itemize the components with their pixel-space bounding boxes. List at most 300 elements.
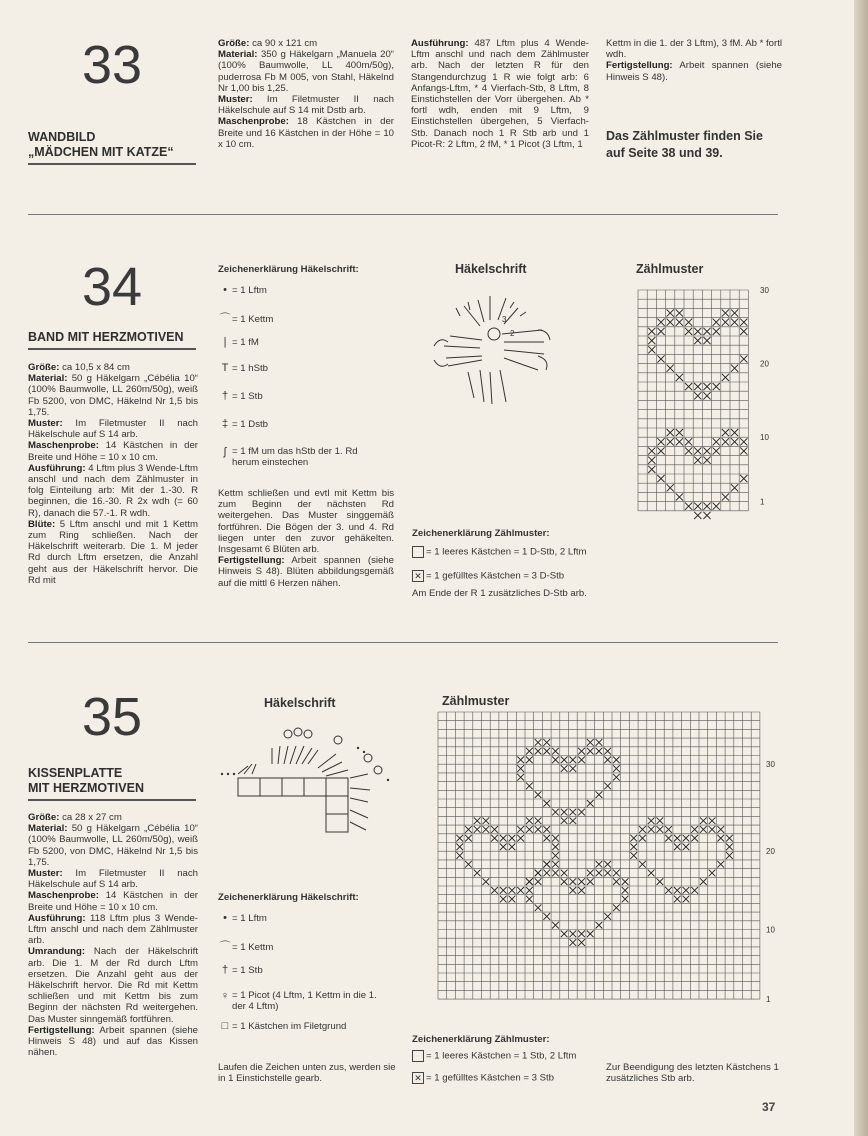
- empty-box-icon: [412, 1050, 424, 1062]
- row-label: 1: [760, 497, 765, 507]
- paragraph-lead: Blüte:: [28, 518, 56, 530]
- paragraph-text: Arbeit spannen (siehe Hinweis S 48). Blüten abbildungsgemäß auf die mittl 6 Herzen nähen.: [218, 555, 394, 589]
- paragraph-text: Arbeit spannen (siehe Hinweis S 48).: [606, 60, 782, 83]
- filled-cell: [543, 748, 550, 755]
- filled-cell: [703, 328, 710, 335]
- paragraph-text: Kettm in die 1. der 3 Lftm), 3 fM. Ab * fortl wdh.: [606, 38, 782, 61]
- kettm-icon: ⌒: [219, 313, 231, 325]
- s34-legend-title: Zeichenerklärung Häkelschrift:: [218, 264, 359, 275]
- filled-cell: [685, 503, 692, 510]
- filled-cell: [726, 852, 733, 859]
- s34-count-chart: [630, 284, 780, 544]
- s33-note: Das Zählmuster finden Sie auf Seite 38 und 39.: [606, 129, 763, 160]
- filled-cell: [740, 447, 747, 454]
- filled-cell: [740, 319, 747, 326]
- row-label: 1: [766, 995, 771, 1005]
- filled-cell: [639, 861, 646, 868]
- filled-cell: [731, 484, 738, 491]
- filled-cell: [713, 383, 720, 390]
- filled-cell: [667, 365, 674, 372]
- filled-cell: [613, 870, 620, 877]
- filled-cell: [665, 826, 672, 833]
- filled-cell: [648, 870, 655, 877]
- filled-cell: [613, 757, 620, 764]
- filled-cell: [526, 896, 533, 903]
- paragraph: [28, 463, 198, 519]
- paragraph-lead: Material:: [28, 373, 68, 385]
- filled-cell: [630, 835, 637, 842]
- filled-cell: [613, 904, 620, 911]
- filled-cell: [509, 844, 516, 851]
- s34-crochet-diagram: [420, 286, 560, 416]
- filled-cell: [674, 896, 681, 903]
- filled-cell: [483, 826, 490, 833]
- filled-cell: [587, 800, 594, 807]
- legend-item-fm-around: ʃ = 1 fM um das hStb der 1. Rd herum einstechen: [218, 446, 398, 468]
- filled-cell: [703, 392, 710, 399]
- filled-cell: [604, 783, 611, 790]
- filled-cell: [691, 887, 698, 894]
- filled-cell: [740, 328, 747, 335]
- s35-count-note: Zur Beendigung des letzten Kästchens 1 zusätzliches Stb arb.: [606, 1062, 779, 1084]
- s34-count-note: Am Ende der R 1 zusätzliches D-Stb arb.: [412, 588, 587, 599]
- filled-cell: [578, 809, 585, 816]
- filled-cell: [726, 844, 733, 851]
- paragraph-lead: Größe:: [218, 38, 250, 49]
- filled-cell: [694, 328, 701, 335]
- paragraph: [606, 38, 782, 60]
- filled-cell: [465, 861, 472, 868]
- s34-count-legend-filled: ✕ = 1 gefülltes Kästchen = 3 D-Stb: [412, 570, 564, 582]
- paragraph: [28, 913, 198, 947]
- filled-cell: [561, 870, 568, 877]
- filled-cell: [587, 748, 594, 755]
- paragraph: [28, 812, 198, 823]
- s34-legend: [218, 284, 398, 468]
- filled-cell: [561, 765, 568, 772]
- s34-chart-title: Zählmuster: [636, 262, 704, 276]
- filled-cell: [552, 870, 559, 877]
- filled-cell: [648, 346, 655, 353]
- filled-cell: [713, 319, 720, 326]
- filled-cell: [526, 887, 533, 894]
- fm-icon: |: [223, 336, 227, 348]
- stb-icon: †: [221, 964, 229, 976]
- paragraph: [218, 49, 394, 94]
- filled-cell: [535, 826, 542, 833]
- paragraph: [28, 362, 198, 373]
- paragraph-text: ca 90 x 121 cm: [249, 38, 318, 49]
- filled-cell: [683, 844, 690, 851]
- legend-item-dstb: ‡ = 1 Dstb: [218, 418, 398, 440]
- filled-cell: [535, 870, 542, 877]
- filled-cell: [648, 328, 655, 335]
- paragraph-lead: Größe:: [28, 812, 60, 823]
- filled-cell: [587, 931, 594, 938]
- s35-col1: [28, 812, 198, 1058]
- filled-cell: [543, 861, 550, 868]
- filled-cell: [703, 503, 710, 510]
- empty-box-icon: [412, 546, 424, 558]
- filled-cell: [604, 870, 611, 877]
- page-number: 37: [762, 1100, 776, 1114]
- filled-cell: [694, 512, 701, 519]
- filled-cell: [700, 826, 707, 833]
- kettm-icon: ⌒: [219, 941, 231, 953]
- paragraph-lead: Muster:: [28, 418, 63, 430]
- filled-cell: [552, 852, 559, 859]
- paragraph-text: ca 28 x 27 cm: [59, 812, 122, 823]
- filled-cell: [648, 826, 655, 833]
- paragraph-text: Im Filetmuster II nach Häkelschule auf S 14 arb.: [28, 418, 198, 441]
- filled-cell: [722, 429, 729, 436]
- filled-cell: [717, 826, 724, 833]
- filled-cell: [552, 861, 559, 868]
- paragraph: [411, 38, 589, 150]
- filled-cell: [657, 817, 664, 824]
- s33-col3: [606, 38, 782, 83]
- filled-cell: [456, 835, 463, 842]
- legend-item-stb: † = 1 Stb: [218, 390, 398, 412]
- paragraph-lead: Material:: [28, 823, 68, 835]
- filled-cell: [500, 896, 507, 903]
- filled-cell: [685, 328, 692, 335]
- filled-cell: [509, 887, 516, 894]
- section-title-34: BAND MIT HERZMOTIVEN: [28, 330, 196, 350]
- filled-cell: [667, 309, 674, 316]
- paragraph-lead: Maschenprobe:: [28, 440, 99, 452]
- paragraph-text: Kettm schließen und evtl mit Kettm bis zum Beginn der nächsten Rd weitergehen. Das Muster singgemäß fortführen. Die Bögen der 3. und 4. Rd liegen unter den zuvor gehäkelten. Insgesamt 6 Blüten arb.: [218, 488, 394, 556]
- legend-item-picot: ♀ = 1 Picot (4 Lftm, 1 Kettm in die 1. der 4 Lftm): [218, 990, 398, 1012]
- paragraph: [218, 488, 394, 555]
- filled-cell: [694, 383, 701, 390]
- filled-cell: [713, 447, 720, 454]
- filled-cell: [694, 457, 701, 464]
- filled-cell: [622, 896, 629, 903]
- legend-item-kettm: ⌒ = 1 Kettm: [218, 310, 398, 332]
- paragraph-text: 14 Kästchen in der Breite und Höhe = 10 x 10 cm.: [28, 440, 198, 463]
- filled-cell: [630, 844, 637, 851]
- filled-cell: [639, 835, 646, 842]
- filled-cell: [709, 817, 716, 824]
- legend-item-filet: □ = 1 Kästchen im Filetgrund: [218, 1020, 398, 1042]
- filled-cell: [526, 748, 533, 755]
- filled-cell: [694, 392, 701, 399]
- filled-cell: [694, 447, 701, 454]
- paragraph-text: ca 10,5 x 84 cm: [59, 362, 130, 373]
- fm-around-icon: ʃ: [223, 446, 227, 458]
- filled-cell: [552, 809, 559, 816]
- filled-cell: [570, 817, 577, 824]
- filled-cell: [526, 783, 533, 790]
- filled-cell: [604, 748, 611, 755]
- filled-cell: [657, 475, 664, 482]
- filled-cell: [691, 826, 698, 833]
- filled-cell: [552, 757, 559, 764]
- filled-cell: [694, 337, 701, 344]
- s35-count-chart: [436, 708, 778, 1014]
- row-label: 30: [766, 760, 775, 770]
- filled-cell: [517, 757, 524, 764]
- paragraph-text: Nach der Häkelschrift arb. Die 1. M der Rd durch Lftm ersetzen. Die Anzahl geht aus der Häkelschrift hervor. Die Rd mit Kettm schließen und mit Kettm bis zum Beginn der nächsten Rd weitergehen. Das Muster sinngemäß fortführen.: [28, 946, 198, 1025]
- filled-cell: [665, 835, 672, 842]
- filled-cell: [491, 826, 498, 833]
- filled-cell: [676, 438, 683, 445]
- filled-cell: [474, 870, 481, 877]
- paragraph: [218, 555, 394, 589]
- paragraph: [28, 868, 198, 890]
- hstb-icon: T: [221, 362, 229, 374]
- s35-legend-title: Zeichenerklärung Häkelschrift:: [218, 892, 359, 903]
- filled-cell: [578, 931, 585, 938]
- paragraph: [28, 519, 198, 586]
- paragraph: [218, 94, 394, 116]
- filled-cell: [703, 447, 710, 454]
- filled-cell: [596, 870, 603, 877]
- paragraph-text: 50 g Häkelgarn „Cébélia 10“ (100% Baumwolle, LL 260m/50g), weiß Fb 5200, von DMC, Häkelnd Nr 1,5 bis 1,75.: [28, 823, 198, 868]
- filled-cell: [676, 429, 683, 436]
- filled-cell: [517, 765, 524, 772]
- paragraph-lead: Fertigstellung:: [218, 555, 285, 567]
- filled-cell: [731, 438, 738, 445]
- lftm-icon: •: [223, 284, 227, 296]
- s35-count-legend-filled: ✕ = 1 gefülltes Kästchen = 3 Stb: [412, 1072, 554, 1084]
- paragraph: [28, 440, 198, 462]
- paragraph-lead: Muster:: [28, 868, 63, 880]
- paragraph-text: 50 g Häkelgarn „Cébélia 10“ (100% Baumwolle, LL 260m/50g), weiß Fb 5200, von DMC, Häkelnd Nr 1,5 bis 1,75.: [28, 373, 198, 418]
- filled-cell: [543, 870, 550, 877]
- divider-2: [28, 642, 778, 643]
- section-number-34: 34: [82, 257, 143, 317]
- filled-cell: [674, 844, 681, 851]
- filled-cell: [703, 457, 710, 464]
- paragraph: [28, 1025, 198, 1059]
- stb-icon: †: [221, 390, 229, 402]
- paragraph-text: 4 Lftm plus 3 Wende-Lftm anschl und nach dem Zählmuster in folg Einteilung arb: Mit der 1.-30. R beginnen, die 16.-30. R 2x wdh (= 60 R), danach die 57.-1. R wdh.: [28, 462, 198, 519]
- filled-cell: [703, 512, 710, 519]
- row-label: 20: [760, 359, 769, 369]
- filled-cell: [713, 328, 720, 335]
- row-label: 20: [766, 847, 775, 857]
- filled-cell: [578, 757, 585, 764]
- filled-cell: [500, 844, 507, 851]
- filled-cell: [526, 757, 533, 764]
- paragraph-lead: Ausführung:: [28, 462, 86, 474]
- filled-cell: [596, 748, 603, 755]
- legend-item-stb: † = 1 Stb: [218, 964, 398, 986]
- filled-cell: [731, 309, 738, 316]
- filled-cell: [622, 887, 629, 894]
- filled-cell: [465, 826, 472, 833]
- legend-item-fm: | = 1 fM: [218, 336, 398, 358]
- paragraph-lead: Ausführung:: [28, 912, 86, 924]
- s34-count-legend-title: Zeichenerklärung Zählmuster:: [412, 528, 550, 539]
- paragraph-text: 350 g Häkelgarn „Manuela 20“ (100% Baumwolle, LL 400m/50g), puderrosa Fb M 005, von Stahl, Häkelnd Nr 1,00 bis 1,25.: [218, 49, 394, 94]
- filled-cell: [717, 835, 724, 842]
- filled-cell: [657, 355, 664, 362]
- filled-cell: [500, 887, 507, 894]
- s35-count-legend-title: Zeichenerklärung Zählmuster:: [412, 1034, 550, 1045]
- filled-cell: [667, 319, 674, 326]
- filled-cell: [613, 878, 620, 885]
- filled-cell: [731, 429, 738, 436]
- paragraph-text: 18 Kästchen in der Breite und 16 Kästchen in der Höhe = 10 x 10 cm.: [218, 116, 394, 150]
- filled-cell: [570, 757, 577, 764]
- paragraph-text: Im Filetmuster II nach Häkelschule auf S 14 arb.: [28, 868, 198, 891]
- filled-cell: [657, 878, 664, 885]
- filled-cell: [552, 844, 559, 851]
- s33-col1: [218, 38, 394, 150]
- filled-cell: [526, 878, 533, 885]
- filled-cell: [713, 438, 720, 445]
- filled-cell: [676, 319, 683, 326]
- filled-cell: [517, 835, 524, 842]
- s33-col2: [411, 38, 589, 150]
- paragraph-lead: Material:: [218, 49, 258, 61]
- filled-cell: [665, 887, 672, 894]
- filled-cell: [483, 878, 490, 885]
- filled-cell: [604, 757, 611, 764]
- picot-icon: ♀: [220, 990, 230, 1002]
- filled-cell: [676, 493, 683, 500]
- filled-cell: [535, 904, 542, 911]
- filled-cell: [543, 800, 550, 807]
- filled-cell: [683, 896, 690, 903]
- filled-cell: [570, 939, 577, 946]
- filled-cell: [509, 896, 516, 903]
- filled-cell: [535, 878, 542, 885]
- paragraph-lead: Größe:: [28, 362, 60, 373]
- page-edge: [854, 0, 868, 1136]
- paragraph: [28, 946, 198, 1024]
- filled-cell: [703, 337, 710, 344]
- filled-cell: [587, 870, 594, 877]
- filled-cell: [717, 861, 724, 868]
- filled-cell: [648, 337, 655, 344]
- filled-cell: [700, 817, 707, 824]
- paragraph-lead: Maschenprobe:: [28, 890, 99, 902]
- paragraph-text: 5 Lftm anschl und mit 1 Kettm zum Ring schließen. Nach der Häkelschrift weiterarb. Die 1. M jeder Rd durch Lftm ersetzen, die Anzahl geht aus der Häkelschrift hervor. Die Rd mit: [28, 518, 198, 586]
- filled-cell: [456, 852, 463, 859]
- filled-cell: [561, 817, 568, 824]
- row-label: 10: [760, 433, 769, 443]
- filled-cell: [709, 870, 716, 877]
- legend-item-lftm: • = 1 Lftm: [218, 912, 398, 934]
- filled-cell: [657, 328, 664, 335]
- grid-lines: [638, 290, 748, 511]
- filled-cell: [570, 887, 577, 894]
- filled-cell: [657, 319, 664, 326]
- paragraph: [28, 890, 198, 912]
- filled-cell: [722, 493, 729, 500]
- filled-cell: [667, 429, 674, 436]
- filled-cell: [700, 878, 707, 885]
- svg-text:3: 3: [502, 315, 507, 324]
- filled-cell: [648, 466, 655, 473]
- filled-cell: [570, 878, 577, 885]
- filled-cell: [722, 438, 729, 445]
- s34-diagram-title: Häkelschrift: [455, 262, 527, 276]
- s34-count-legend-empty: = 1 leeres Kästchen = 1 D-Stb, 2 Lftm: [412, 546, 587, 558]
- row-label: 30: [760, 286, 769, 295]
- filled-cell: [587, 878, 594, 885]
- filled-cell: [667, 438, 674, 445]
- filled-cell: [491, 887, 498, 894]
- filled-cell: [685, 383, 692, 390]
- filled-cell: [648, 817, 655, 824]
- filled-cell: [726, 835, 733, 842]
- s35-count-legend-empty: = 1 leeres Kästchen = 1 Stb, 2 Lftm: [412, 1050, 576, 1062]
- filled-cell: [509, 835, 516, 842]
- divider-1: [28, 214, 778, 215]
- filled-cell: [639, 826, 646, 833]
- filled-cell: [731, 365, 738, 372]
- legend-item-lftm: • = 1 Lftm: [218, 284, 398, 306]
- filled-cell: [561, 809, 568, 816]
- filled-cell: [622, 878, 629, 885]
- filled-cell: [657, 826, 664, 833]
- filled-cell: [552, 922, 559, 929]
- filled-cell: [491, 835, 498, 842]
- filled-cell: [604, 913, 611, 920]
- paragraph-text: Arbeit spannen (siehe Hinweis S 48) und auf das Kissen nähen.: [28, 1024, 198, 1059]
- paragraph-lead: Maschenprobe:: [218, 116, 289, 128]
- s34-col1: [28, 362, 198, 586]
- section-title-35: KISSENPLATTE MIT HERZMOTIVEN: [28, 766, 196, 801]
- filled-cell: [676, 374, 683, 381]
- filled-cell: [740, 355, 747, 362]
- filled-cell: [465, 835, 472, 842]
- filled-cell: [691, 835, 698, 842]
- paragraph: [218, 116, 394, 150]
- filled-cell: [526, 826, 533, 833]
- filled-cell: [570, 809, 577, 816]
- filled-cell: [648, 457, 655, 464]
- filled-cell: [630, 852, 637, 859]
- filled-cell: [596, 922, 603, 929]
- s35-diagram-title: Häkelschrift: [264, 696, 336, 710]
- filled-cell: [578, 878, 585, 885]
- filled-cell: [613, 774, 620, 781]
- section-number-35: 35: [82, 687, 143, 747]
- legend-item-hstb: T = 1 hStb: [218, 362, 398, 384]
- filled-cell: [683, 835, 690, 842]
- paragraph: [218, 38, 394, 49]
- legend-item-kettm: ⌒ = 1 Kettm: [218, 938, 398, 960]
- grid-lines: [438, 712, 760, 999]
- filled-cell: [474, 817, 481, 824]
- filled-cell: [561, 878, 568, 885]
- filled-cell: [667, 484, 674, 491]
- filled-cell: [587, 739, 594, 746]
- filled-cell: [535, 739, 542, 746]
- filled-cell: [535, 748, 542, 755]
- filled-cell: [543, 913, 550, 920]
- filled-cell: [561, 931, 568, 938]
- filled-cell: [517, 887, 524, 894]
- filled-cell: [657, 438, 664, 445]
- filled-cell: [570, 765, 577, 772]
- paragraph-lead: Fertigstellung:: [606, 60, 673, 72]
- filled-cell: [578, 748, 585, 755]
- filled-cell: [535, 791, 542, 798]
- filled-cell: [722, 319, 729, 326]
- filled-cell: [685, 447, 692, 454]
- s35-chart-title: Zählmuster: [442, 694, 510, 708]
- filled-cell: [740, 438, 747, 445]
- filled-cell: [578, 939, 585, 946]
- filled-cell: [561, 757, 568, 764]
